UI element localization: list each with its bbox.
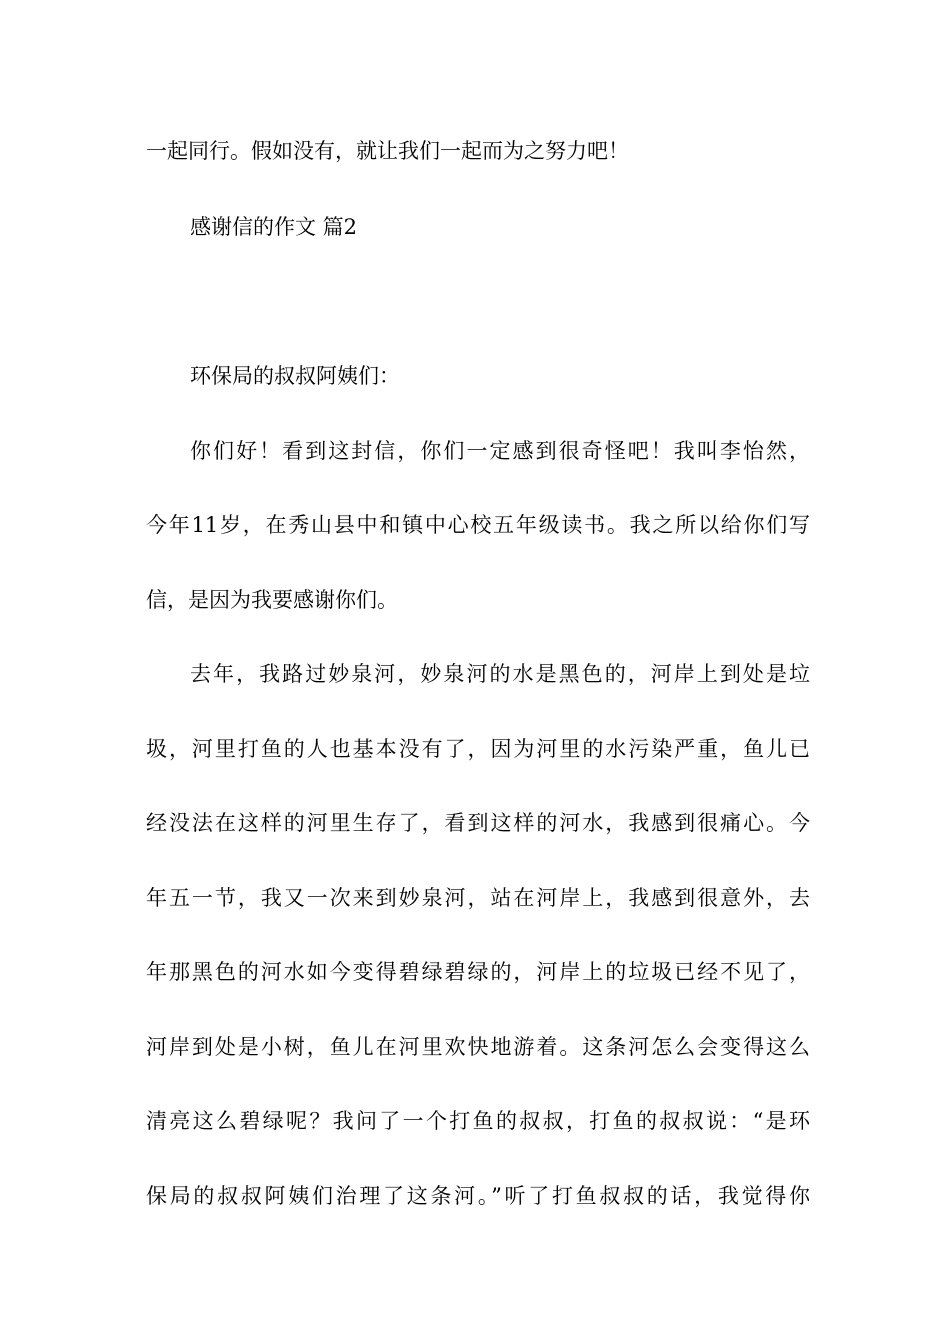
paragraph-line: 今年11岁，在秀山县中和镇中心校五年级读书。我之所以给你们写 [146,513,810,537]
paragraph-line: 清亮这么碧绿呢？我问了一个打鱼的叔叔，打鱼的叔叔说：“是环 [146,1109,810,1133]
paragraph-line: 经没法在这样的河里生存了，看到这样的河水，我感到很痛心。今 [146,811,810,835]
paragraph-line: 年那黑色的河水如今变得碧绿碧绿的，河岸上的垃圾已经不见了， [146,960,810,984]
paragraph-line: 河岸到处是小树，鱼儿在河里欢快地游着。这条河怎么会变得这么 [146,1035,810,1059]
paragraph-line: 保局的叔叔阿姨们治理了这条河。”听了打鱼叔叔的话，我觉得你 [146,1184,810,1208]
paragraph-line: 信，是因为我要感谢你们。 [146,588,398,612]
letter-salutation: 环保局的叔叔阿姨们： [190,364,400,388]
paragraph-line: 你们好！看到这封信，你们一定感到很奇怪吧！我叫李怡然， [190,439,810,463]
paragraph-line: 圾，河里打鱼的人也基本没有了，因为河里的水污染严重，鱼儿已 [146,737,810,761]
paragraph-line: 一起同行。假如没有，就让我们一起而为之努力吧！ [146,139,629,163]
paragraph-line: 年五一节，我又一次来到妙泉河，站在河岸上，我感到很意外，去 [146,886,810,910]
paragraph-line: 去年，我路过妙泉河，妙泉河的水是黑色的，河岸上到处是垃 [190,662,810,686]
section-heading: 感谢信的作文 篇2 [190,215,358,239]
